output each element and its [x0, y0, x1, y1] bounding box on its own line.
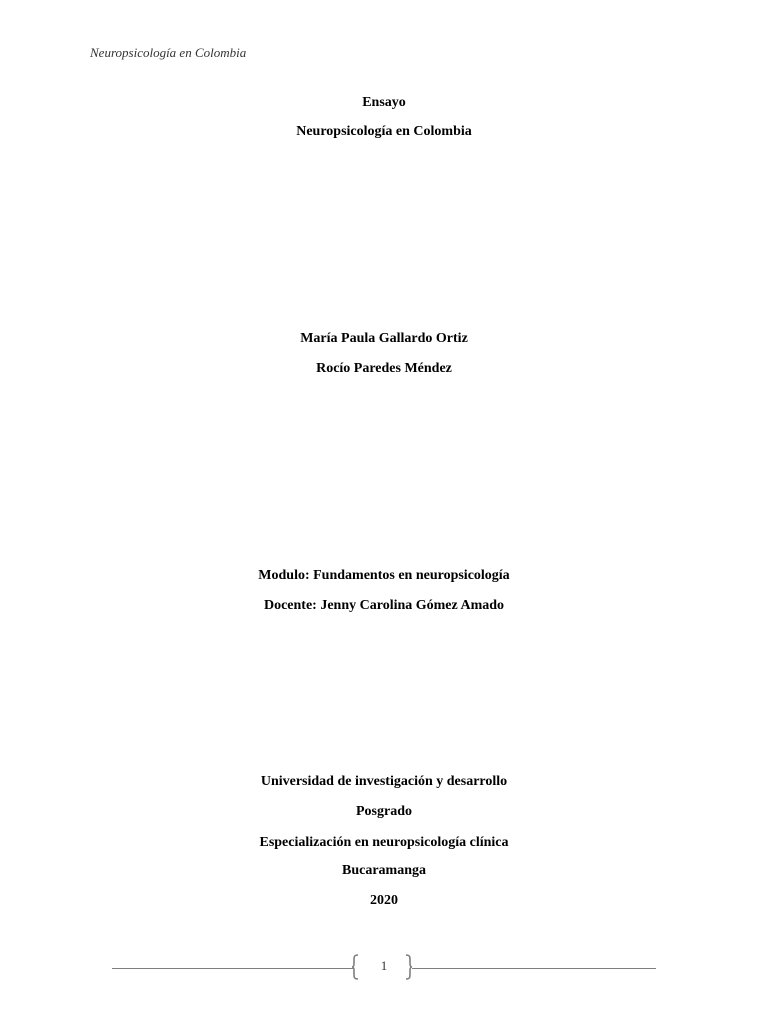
year: 2020 — [370, 893, 398, 908]
right-bracket-icon — [405, 954, 412, 980]
city: Bucaramanga — [342, 863, 426, 878]
course-module: Modulo: Fundamentos en neuropsicología — [258, 568, 510, 583]
university-name: Universidad de investigación y desarrollo — [260, 774, 508, 789]
footer-rule-right — [412, 968, 656, 969]
document-type: Ensayo — [362, 95, 406, 110]
program-name: Especialización en neuropsicología clínica — [259, 835, 509, 850]
author-1: María Paula Gallardo Ortiz — [300, 331, 468, 346]
course-teacher: Docente: Jenny Carolina Gómez Amado — [263, 598, 505, 613]
degree-level: Posgrado — [356, 804, 412, 819]
page-number: 1 — [380, 958, 388, 973]
footer-rule-left — [112, 968, 354, 969]
document-title: Neuropsicología en Colombia — [296, 124, 472, 139]
running-header: Neuropsicología en Colombia — [90, 45, 247, 60]
left-bracket-icon — [352, 954, 359, 980]
author-2: Rocío Paredes Méndez — [316, 361, 452, 376]
